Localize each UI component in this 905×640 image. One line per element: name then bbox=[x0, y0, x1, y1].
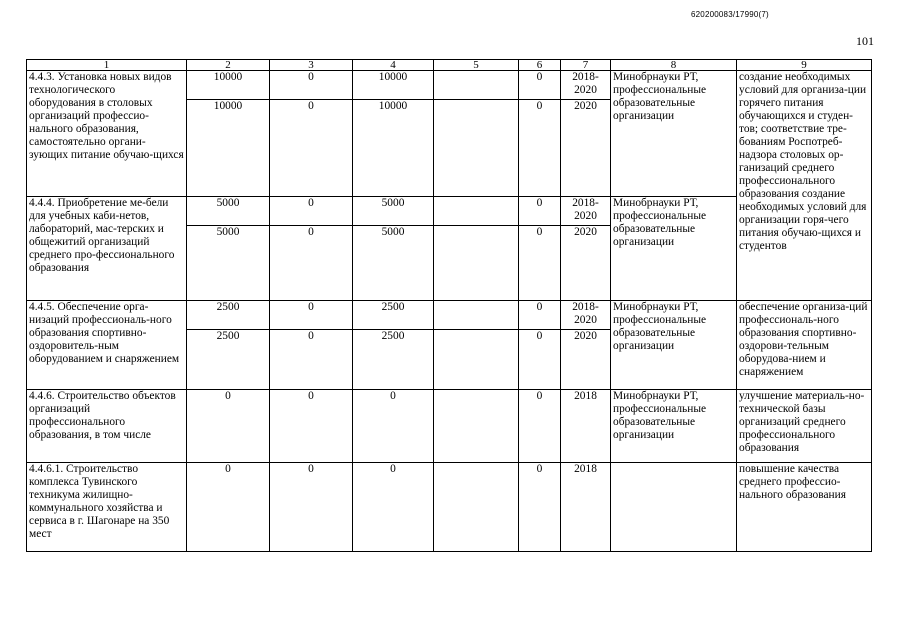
header-cell: 5 bbox=[434, 60, 519, 71]
period: 2018 bbox=[561, 390, 611, 463]
republic-budget: 5000 bbox=[353, 197, 434, 226]
measure-name: 4.4.6. Строительство объектов организаций профессионального образования, в том числе bbox=[27, 390, 187, 463]
local-budget bbox=[434, 330, 519, 390]
republic-budget: 10000 bbox=[353, 71, 434, 100]
total-amount: 2500 bbox=[187, 330, 270, 390]
federal-budget: 0 bbox=[270, 226, 353, 301]
table-row bbox=[27, 463, 872, 552]
measure-name: 4.4.3. Установка новых видов технологического оборудования в столовых организаций профессио-нального образования, самостоятельно органи-зующих питание обучаю-щихся bbox=[27, 71, 187, 197]
republic-budget: 0 bbox=[353, 390, 434, 463]
expected-result: создание необходимых условий для организа-ции горячего питания обучающихся и студен-тов; соответствие тре-бованиям Роспотреб-надзора столовых ор-ганизаций среднего профессионального образования создание необходимых условий для организации горя-чего питания обучаю-щихся и студентов bbox=[737, 71, 872, 301]
header-row bbox=[27, 60, 872, 71]
federal-budget: 0 bbox=[270, 463, 353, 552]
period: 2018 bbox=[561, 463, 611, 552]
executor: Минобрнауки РТ, профессиональные образовательные организации bbox=[611, 71, 737, 197]
federal-budget: 0 bbox=[270, 330, 353, 390]
program-table bbox=[26, 59, 872, 552]
header-cell: 6 bbox=[519, 60, 561, 71]
expected-result: обеспечение организа-ций профессиональ-ного образования спортивно-оздорови-тельным оборудова-нием и снаряжением bbox=[737, 301, 872, 390]
republic-budget: 2500 bbox=[353, 301, 434, 330]
period: 2018-2020 bbox=[561, 71, 611, 100]
republic-budget: 0 bbox=[353, 463, 434, 552]
extra-budget: 0 bbox=[519, 71, 561, 100]
extra-budget: 0 bbox=[519, 197, 561, 226]
local-budget bbox=[434, 71, 519, 100]
total-amount: 5000 bbox=[187, 226, 270, 301]
executor: Минобрнауки РТ, профессиональные образовательные организации bbox=[611, 390, 737, 463]
federal-budget: 0 bbox=[270, 197, 353, 226]
table-row bbox=[27, 390, 872, 463]
executor: Минобрнауки РТ, профессиональные образовательные организации bbox=[611, 301, 737, 390]
document-number: 620200083/17990(7) bbox=[691, 10, 769, 19]
measure-name: 4.4.4. Приобретение ме-бели для учебных каби-нетов, лабораторий, мас-терских и общежитий организаций среднего про-фессионального образования bbox=[27, 197, 187, 301]
federal-budget: 0 bbox=[270, 100, 353, 197]
local-budget bbox=[434, 390, 519, 463]
measure-name: 4.4.5. Обеспечение орга-низаций профессиональ-ного образования спортивно-оздоровитель-ным оборудованием и снаряжением bbox=[27, 301, 187, 390]
header-cell: 8 bbox=[611, 60, 737, 71]
header-cell: 3 bbox=[270, 60, 353, 71]
local-budget bbox=[434, 301, 519, 330]
measure-name: 4.4.6.1. Строительство комплекса Тувинского техникума жилищно-коммунального хозяйства и сервиса в г. Шагонаре на 350 мест bbox=[27, 463, 187, 552]
local-budget bbox=[434, 197, 519, 226]
period: 2020 bbox=[561, 330, 611, 390]
executor bbox=[611, 463, 737, 552]
republic-budget: 2500 bbox=[353, 330, 434, 390]
extra-budget: 0 bbox=[519, 390, 561, 463]
page-number: 101 bbox=[856, 34, 874, 48]
header-cell: 4 bbox=[353, 60, 434, 71]
federal-budget: 0 bbox=[270, 301, 353, 330]
extra-budget: 0 bbox=[519, 301, 561, 330]
period: 2018-2020 bbox=[561, 197, 611, 226]
header-cell: 2 bbox=[187, 60, 270, 71]
extra-budget: 0 bbox=[519, 100, 561, 197]
header-cell: 9 bbox=[737, 60, 872, 71]
total-amount: 0 bbox=[187, 463, 270, 552]
total-amount: 2500 bbox=[187, 301, 270, 330]
period: 2018-2020 bbox=[561, 301, 611, 330]
federal-budget: 0 bbox=[270, 71, 353, 100]
table-row bbox=[27, 71, 872, 100]
header-cell: 7 bbox=[561, 60, 611, 71]
extra-budget: 0 bbox=[519, 226, 561, 301]
expected-result: улучшение материаль-но-технической базы организаций среднего профессионального образования bbox=[737, 390, 872, 463]
local-budget bbox=[434, 463, 519, 552]
header-cell: 1 bbox=[27, 60, 187, 71]
total-amount: 5000 bbox=[187, 197, 270, 226]
local-budget bbox=[434, 226, 519, 301]
federal-budget: 0 bbox=[270, 390, 353, 463]
table-row bbox=[27, 301, 872, 330]
executor: Минобрнауки РТ, профессиональные образовательные организации bbox=[611, 197, 737, 301]
expected-result: повышение качества среднего профессио-нального образования bbox=[737, 463, 872, 552]
total-amount: 10000 bbox=[187, 100, 270, 197]
republic-budget: 5000 bbox=[353, 226, 434, 301]
local-budget bbox=[434, 100, 519, 197]
total-amount: 10000 bbox=[187, 71, 270, 100]
republic-budget: 10000 bbox=[353, 100, 434, 197]
total-amount: 0 bbox=[187, 390, 270, 463]
extra-budget: 0 bbox=[519, 463, 561, 552]
period: 2020 bbox=[561, 226, 611, 301]
extra-budget: 0 bbox=[519, 330, 561, 390]
period: 2020 bbox=[561, 100, 611, 197]
